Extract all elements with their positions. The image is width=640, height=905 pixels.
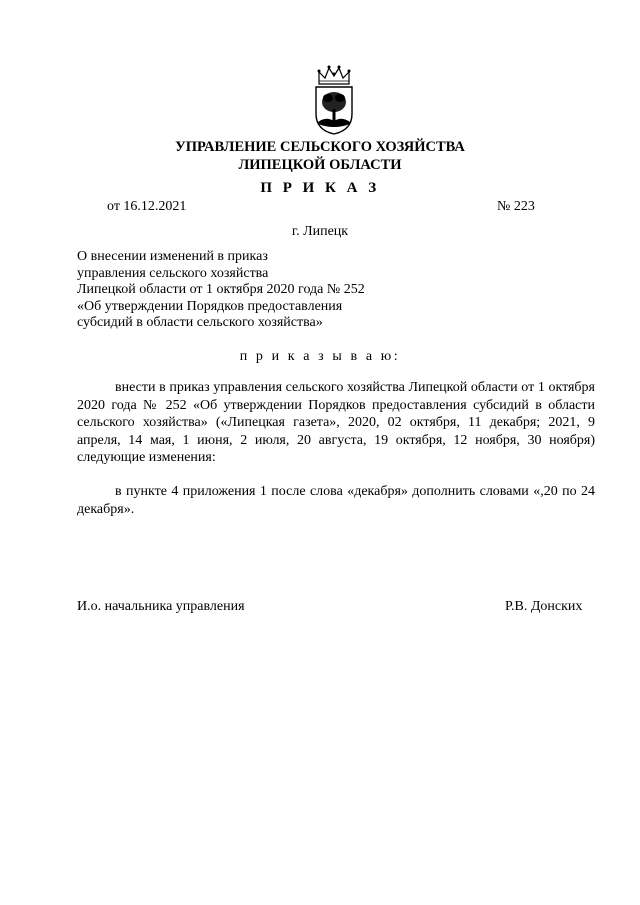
document-city: г. Липецк <box>291 224 349 239</box>
subject-line: О внесении изменений в приказ <box>77 249 268 264</box>
subject-line: «Об утверждении Порядков предоставления <box>77 298 343 314</box>
order-word: п р и к а з ы в а ю: <box>239 349 401 364</box>
organization-name-line2: ЛИПЕЦКОЙ ОБЛАСТИ <box>238 157 402 173</box>
subject-line: Липецкой области от 1 октября 2020 года № 252 <box>77 282 365 298</box>
document-type-title: П Р И К А З <box>260 180 380 196</box>
subject-line: управления сельского хозяйства <box>77 265 269 281</box>
body-paragraph: в пункте 4 приложения 1 после слова «декабря» дополнить словами «,20 по 24 декабря». <box>77 484 595 517</box>
subject-line: субсидий в области сельского хозяйства» <box>77 315 323 331</box>
coat-of-arms-icon <box>309 64 359 136</box>
signatory-position: И.о. начальника управления <box>77 599 245 614</box>
signatory-name: Р.В. Донских <box>505 599 583 614</box>
organization-name-line1: УПРАВЛЕНИЕ СЕЛЬСКОГО ХОЗЯЙСТВА <box>175 139 465 155</box>
document-subject <box>77 249 365 332</box>
document-date: от 16.12.2021 <box>107 199 187 214</box>
document-number: № 223 <box>497 199 535 214</box>
body-paragraph: внести в приказ управления сельского хозяйства Липецкой области от 1 октября 2020 года № 252 «Об утверждении Порядков предоставления субсидий в области сельского хозяйства» («Липецкая газета», 2020, 02 октября, 11 декабря; 2021, 9 апреля, 14 мая, 1 июня, 2 июля, 20 августа, 19 октября, 12 ноября, 30 ноября) следующие изменения: <box>77 380 595 466</box>
